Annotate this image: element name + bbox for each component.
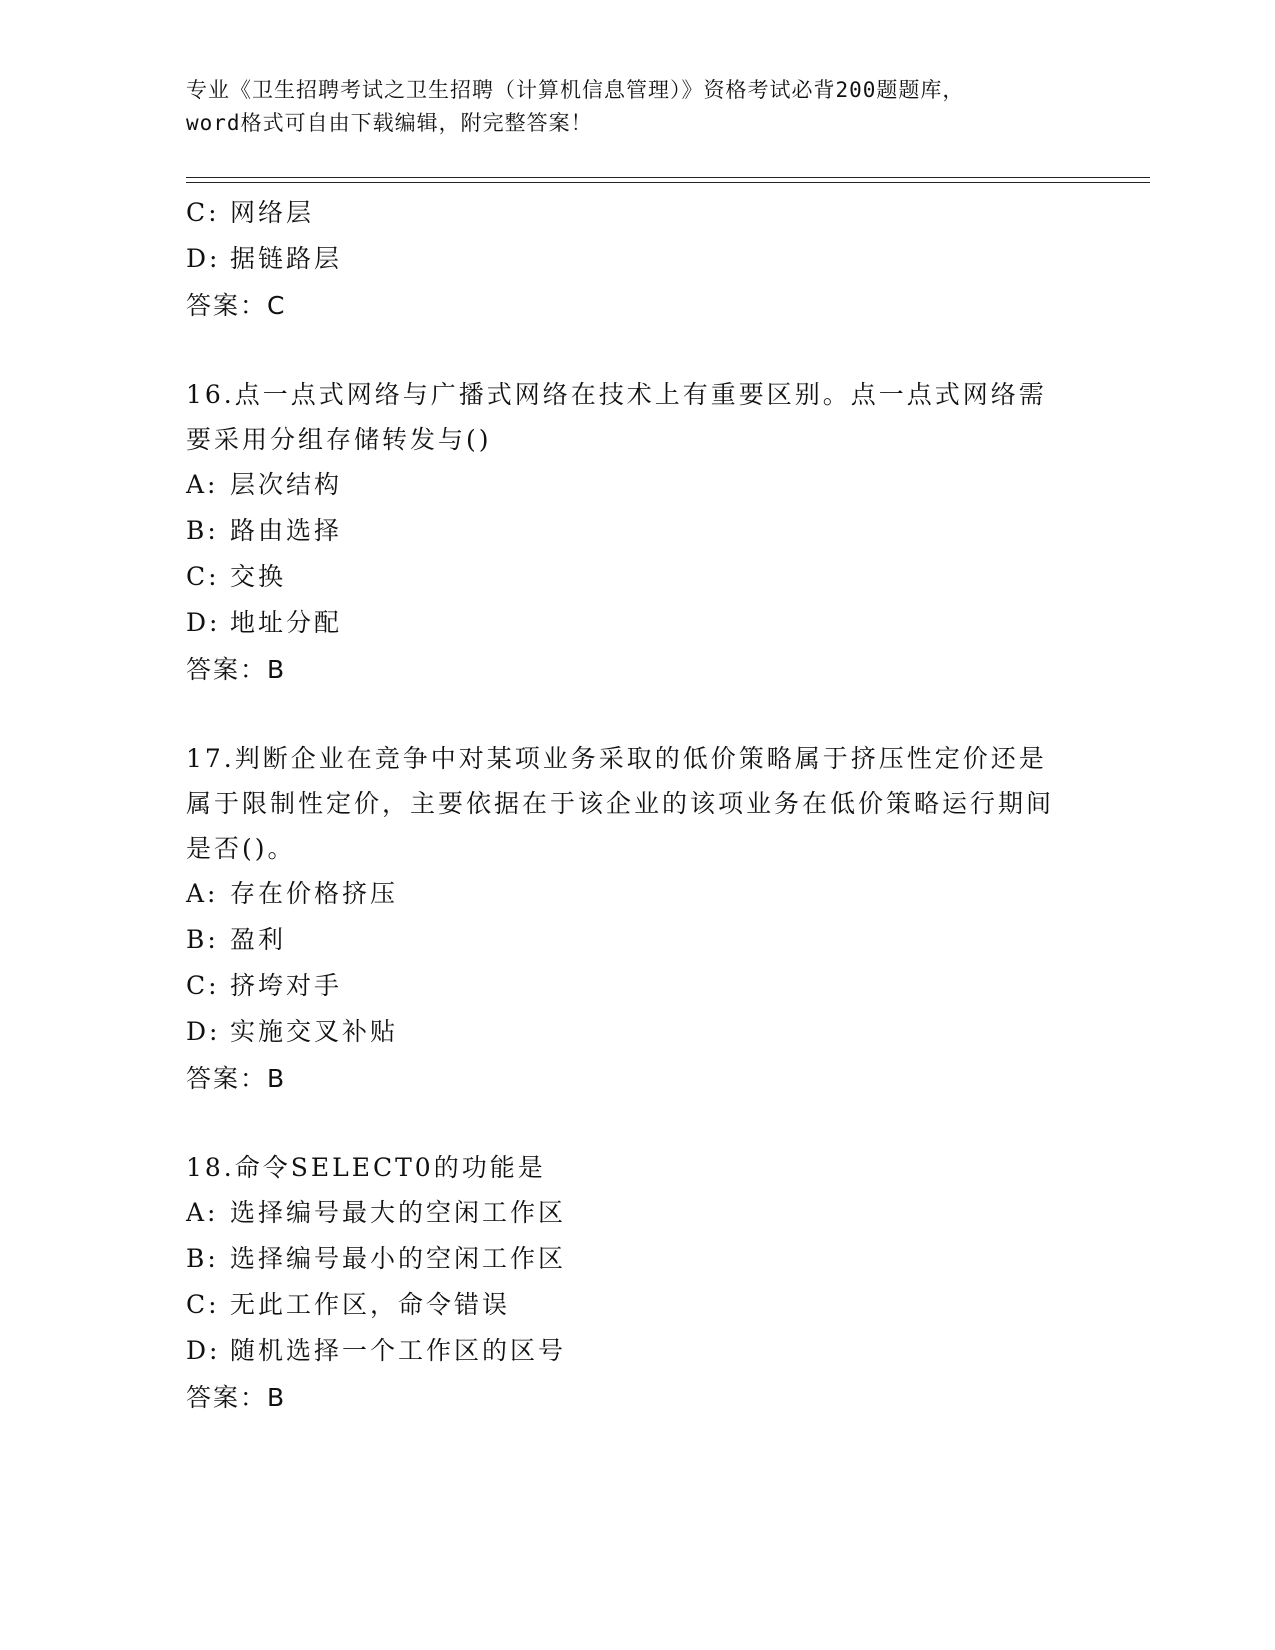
header-title-line-2: word格式可自由下载编辑，附完整答案！: [186, 111, 593, 135]
option-a: [186, 462, 1086, 508]
header-divider: [186, 177, 1150, 178]
option-letter: A:: [186, 879, 219, 908]
option-letter: D:: [186, 1017, 221, 1046]
option-letter: D:: [186, 244, 221, 273]
option-c: [186, 1282, 1086, 1328]
option-text: 选择编号最小的空闲工作区: [230, 1244, 567, 1273]
partial-question: [186, 190, 1086, 330]
answer-line: 答案：B: [186, 1064, 287, 1093]
option-text: 存在价格挤压: [230, 879, 399, 908]
question-16: [186, 372, 1086, 694]
option-letter: B:: [186, 1244, 219, 1273]
question-content: [186, 190, 1086, 1422]
option-c: [186, 190, 1086, 236]
spacer: [186, 694, 1086, 736]
option-text: 选择编号最大的空闲工作区: [230, 1198, 567, 1227]
option-c: [186, 963, 1086, 1009]
option-letter: A:: [186, 1198, 219, 1227]
answer-line: 答案：B: [186, 655, 287, 684]
question-stem: 18.命令SELECT0的功能是: [186, 1153, 546, 1182]
question-18: [186, 1145, 1086, 1422]
option-letter: C:: [186, 971, 220, 1000]
option-text: 层次结构: [230, 470, 343, 499]
option-letter: C:: [186, 198, 220, 227]
header-title-line-1: 专业《卫生招聘考试之卫生招聘（计算机信息管理）》资格考试必背200题题库，: [186, 78, 965, 102]
option-a: [186, 871, 1086, 917]
option-letter: D:: [186, 608, 221, 637]
option-text: 实施交叉补贴: [230, 1017, 399, 1046]
option-d: [186, 1009, 1086, 1055]
option-d: [186, 236, 1086, 282]
answer-line: 答案：C: [186, 291, 287, 320]
option-b: [186, 508, 1086, 554]
option-text: 挤垮对手: [230, 971, 343, 1000]
question-stem: 17.判断企业在竞争中对某项业务采取的低价策略属于挤压性定价还是属于限制性定价，主要依据在于该企业的该项业务在低价策略运行期间是否()。: [186, 744, 1055, 863]
option-letter: C:: [186, 562, 220, 591]
option-text: 网络层: [230, 198, 315, 227]
option-text: 交换: [230, 562, 287, 591]
option-c: [186, 554, 1086, 600]
option-text: 据链路层: [230, 244, 343, 273]
option-text: 盈利: [230, 925, 287, 954]
option-text: 随机选择一个工作区的区号: [230, 1336, 567, 1365]
option-letter: D:: [186, 1336, 221, 1365]
page-header: [186, 74, 1066, 140]
question-stem: 16.点一点式网络与广播式网络在技术上有重要区别。点一点式网络需要采用分组存储转发与(): [186, 380, 1047, 454]
option-text: 路由选择: [230, 516, 343, 545]
option-letter: C:: [186, 1290, 220, 1319]
spacer: [186, 1103, 1086, 1145]
option-d: [186, 600, 1086, 646]
option-b: [186, 1236, 1086, 1282]
option-a: [186, 1190, 1086, 1236]
option-d: [186, 1328, 1086, 1374]
option-letter: A:: [186, 470, 219, 499]
option-text: 无此工作区，命令错误: [230, 1290, 511, 1319]
header-divider-secondary: [186, 182, 1150, 183]
option-text: 地址分配: [230, 608, 343, 637]
option-b: [186, 917, 1086, 963]
question-17: [186, 736, 1086, 1103]
option-letter: B:: [186, 925, 219, 954]
spacer: [186, 330, 1086, 372]
answer-line: 答案：B: [186, 1383, 287, 1412]
option-letter: B:: [186, 516, 219, 545]
